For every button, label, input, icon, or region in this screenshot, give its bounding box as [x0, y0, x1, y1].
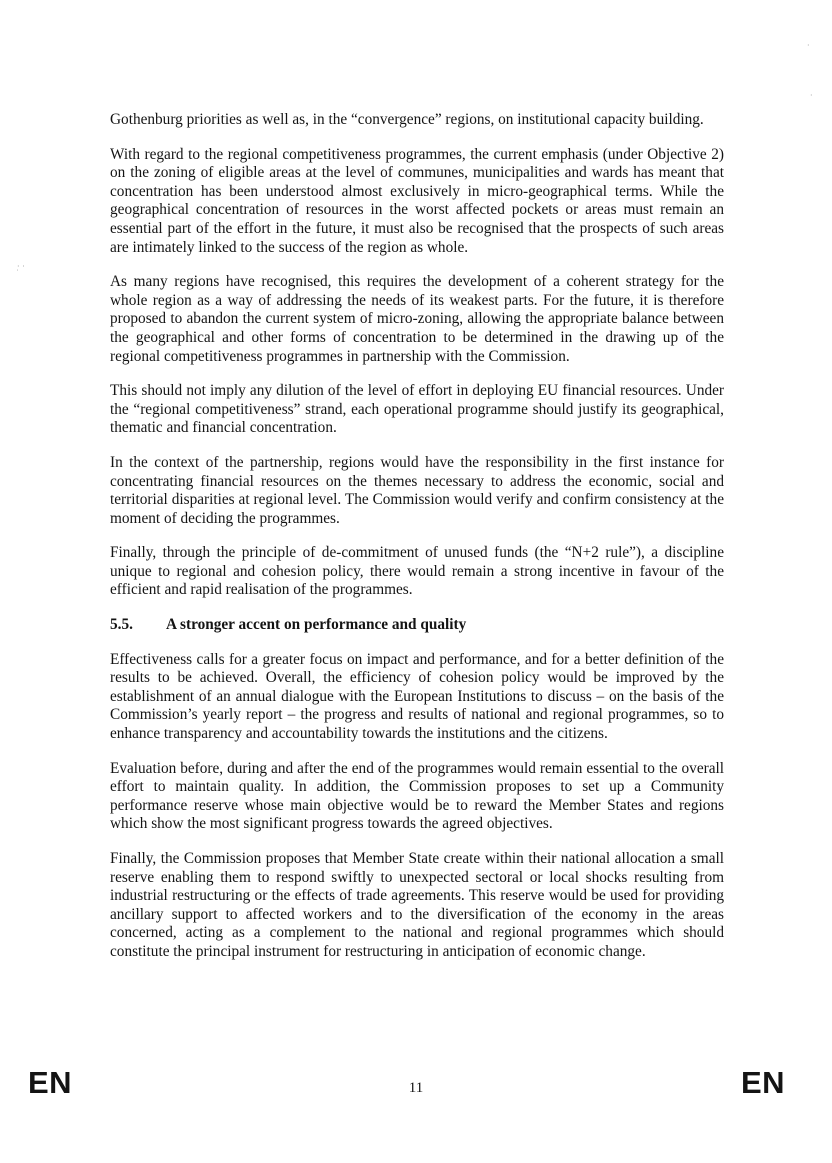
section-number: 5.5. [110, 616, 133, 634]
paragraph-regional-competitiveness-programmes: With regard to the regional competitiveness programmes, the current emphasis (under Objective 2) on the zoning of eligible areas at the level of communes, municipalities and wards has meant that concentration has been understood almost exclusively in micro-geographical terms. While the geographical concentration of resources in the worst affected pockets or areas must remain an essential part of the effort in the future, it must also be recognised that the prospects of such areas are intimately linked to the success of the region as whole. [110, 145, 724, 256]
paragraph-performance-focus: Effectiveness calls for a greater focus on impact and performance, and for a better definition of the results to be achieved. Overall, the efficiency of cohesion policy would be improved by the establishment of an annual dialogue with the European Institutions to discuss – on the basis of the Commission’s yearly report – the progress and results of national and regional programmes, so to enhance transparency and accountability towards the institutions and the citizens. [110, 650, 724, 743]
scan-artifact: ·̣ · [17, 262, 25, 271]
section-title: A stronger accent on performance and quality [166, 616, 467, 634]
footer-language-right: EN [741, 1065, 786, 1100]
scan-artifact: · [807, 41, 810, 50]
paragraph-coherent-strategy: As many regions have recognised, this requires the development of a coherent strategy for the whole region as a way of addressing the needs of its weakest parts. For the future, it is therefore proposed to abandon the current system of micro-zoning, allowing the appropriate balance between the geographical and other forms of concentration to be determined in the drawing up of the regional competitiveness programmes in partnership with the Commission. [110, 273, 724, 365]
section-heading [110, 616, 724, 635]
page-number: 11 [408, 1080, 424, 1096]
paragraph-decommitment-rule: Finally, through the principle of de-commitment of unused funds (the “N+2 rule”), a discipline unique to regional and cohesion policy, there would remain a strong incentive in favour of the efficient and rapid realisation of the programmes. [110, 544, 724, 599]
paragraph-evaluation-reserve: Evaluation before, during and after the end of the programmes would remain essential to the overall effort to maintain quality. In addition, the Commission proposes to set up a Community performance reserve whose main objective would be to reward the Member States and regions which show the most significant progress towards the agreed objectives. [110, 759, 724, 833]
scan-artifact: · [810, 91, 813, 100]
document-page-content [110, 111, 724, 962]
footer-language-left: EN [28, 1065, 73, 1100]
paragraph-gothenburg-priorities: Gothenburg priorities as well as, in the “convergence” regions, on institutional capacity building. [110, 111, 704, 128]
paragraph-financial-resources: This should not imply any dilution of the level of effort in deploying EU financial resources. Under the “regional competitiveness” strand, each operational programme should justify its geographical, thematic and financial concentration. [110, 382, 724, 437]
paragraph-partnership-responsibility: In the context of the partnership, regions would have the responsibility in the first instance for concentrating financial resources on the themes necessary to address the economic, social and territorial disparities at regional level. The Commission would verify and confirm consistency at the moment of deciding the programmes. [110, 453, 724, 527]
paragraph-national-reserve: Finally, the Commission proposes that Member State create within their national allocation a small reserve enabling them to respond swiftly to unexpected sectoral or local shocks resulting from industrial restructuring or the effects of trade agreements. This reserve would be used for providing ancillary support to affected workers and to the diversification of the economy in the areas concerned, acting as a complement to the national and regional programmes which should constitute the principal instrument for restructuring in anticipation of economic change. [110, 850, 724, 960]
